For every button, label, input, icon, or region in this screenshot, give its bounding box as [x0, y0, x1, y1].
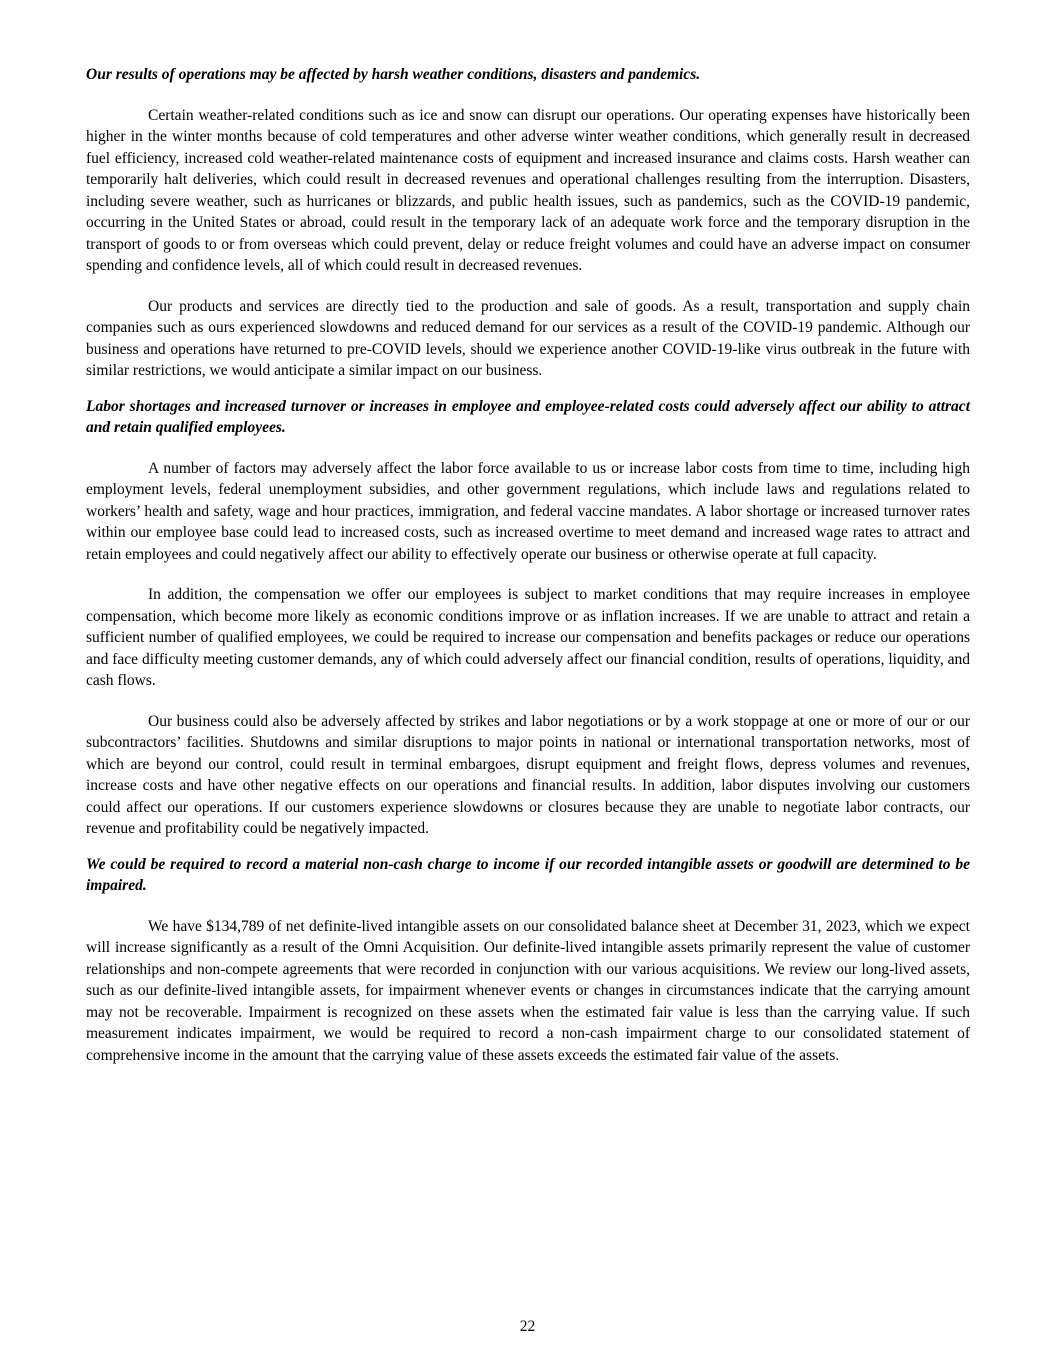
paragraph-strikes-stoppages: Our business could also be adversely affected by strikes and labor negotiations or by a work stoppage at one or more of our or our subcontractors’ facilities. Shutdowns and similar disruptions to major points in national or international transportation networks, most of which are beyond our control, could result in terminal embargoes, disrupt equipment and freight flows, depress volumes and revenues, increase costs and have other negative effects on our operations and financial results. In addition, labor disputes involving our customers could affect our operations. If our customers experience slowdowns or closures because they are unable to negotiate labor contracts, our revenue and profitability could be negatively impacted. [86, 712, 970, 837]
paragraph-intangible-assets: We have $134,789 of net definite-lived intangible assets on our consolidated balance sheet at December 31, 2023, which we expect will increase significantly as a result of the Omni Acquisition. Our definite-lived intangible assets primarily represent the value of customer relationships and non-compete agreements that were recorded in conjunction with our various acquisitions. We review our long-lived assets, such as our definite-lived intangible assets, for impairment whenever events or changes in circumstances indicate that the carrying amount may not be recoverable. Impairment is recognized on these assets when the estimated fair value is less than the carrying value. If such measurement indicates impairment, we would be required to record a non-cash impairment charge to our consolidated statement of comprehensive income in the amount that the carrying value of these assets exceeds the estimated fair value of the assets. [86, 917, 970, 1064]
risk-section-impairment [86, 854, 970, 1067]
risk-heading-impairment: We could be required to record a material non-cash charge to income if our recorded intangible assets or goodwill are determined to be impaired. [86, 855, 970, 894]
risk-section-labor [86, 396, 970, 840]
page-number: 22 [519, 1318, 536, 1335]
page-footer [0, 1316, 1055, 1338]
risk-heading-labor: Labor shortages and increased turnover or increases in employee and employee-related costs could adversely affect our ability to attract and retain qualified employees. [86, 397, 970, 436]
paragraph-compensation: In addition, the compensation we offer our employees is subject to market conditions that may require increases in employee compensation, which become more likely as economic conditions improve or as inflation increases. If we are unable to attract and retain a sufficient number of qualified employees, we could be required to increase our compensation and benefits packages or reduce our operations and face difficulty meeting customer demands, any of which could adversely affect our financial condition, results of operations, liquidity, and cash flows. [86, 586, 970, 689]
paragraph-weather-operations: Certain weather-related conditions such as ice and snow can disrupt our operations. Our operating expenses have historically been higher in the winter months because of cold temperatures and other adverse winter weather conditions, which generally result in decreased fuel efficiency, increased cold weather-related maintenance costs of equipment and increased insurance and claims costs. Harsh weather can temporarily halt deliveries, which could result in decreased revenues and operational challenges resulting from the interruption. Disasters, including severe weather, such as hurricanes or blizzards, and public health issues, such as pandemics, such as the COVID-19 pandemic, occurring in the United States or abroad, could result in the temporary lack of an adequate work force and the temporary disruption in the transport of goods to or from overseas which could prevent, delay or reduce freight volumes and could have an adverse impact on consumer spending and confidence levels, all of which could result in decreased revenues. [86, 106, 970, 274]
paragraph-covid-impact: Our products and services are directly tied to the production and sale of goods. As a result, transportation and supply chain companies such as ours experienced slowdowns and reduced demand for our services as a result of the COVID-19 pandemic. Although our business and operations have returned to pre-COVID levels, should we experience another COVID-19-like virus outbreak in the future with similar restrictions, we would anticipate a similar impact on our business. [86, 297, 970, 379]
risk-section-weather [86, 64, 970, 382]
paragraph-labor-factors: A number of factors may adversely affect the labor force available to us or increase labor costs from time to time, including high employment levels, federal unemployment subsidies, and other government regulations, which include laws and regulations related to workers’ health and safety, wage and hour practices, immigration, and federal vaccine mandates. A labor shortage or increased turnover rates within our employee base could lead to increased costs, such as increased overtime to meet demand and increased wage rates to attract and retain employees and could negatively affect our ability to effectively operate our business or otherwise operate at full capacity. [86, 459, 970, 563]
risk-heading-weather: Our results of operations may be affected by harsh weather conditions, disasters and pandemics. [86, 66, 701, 83]
